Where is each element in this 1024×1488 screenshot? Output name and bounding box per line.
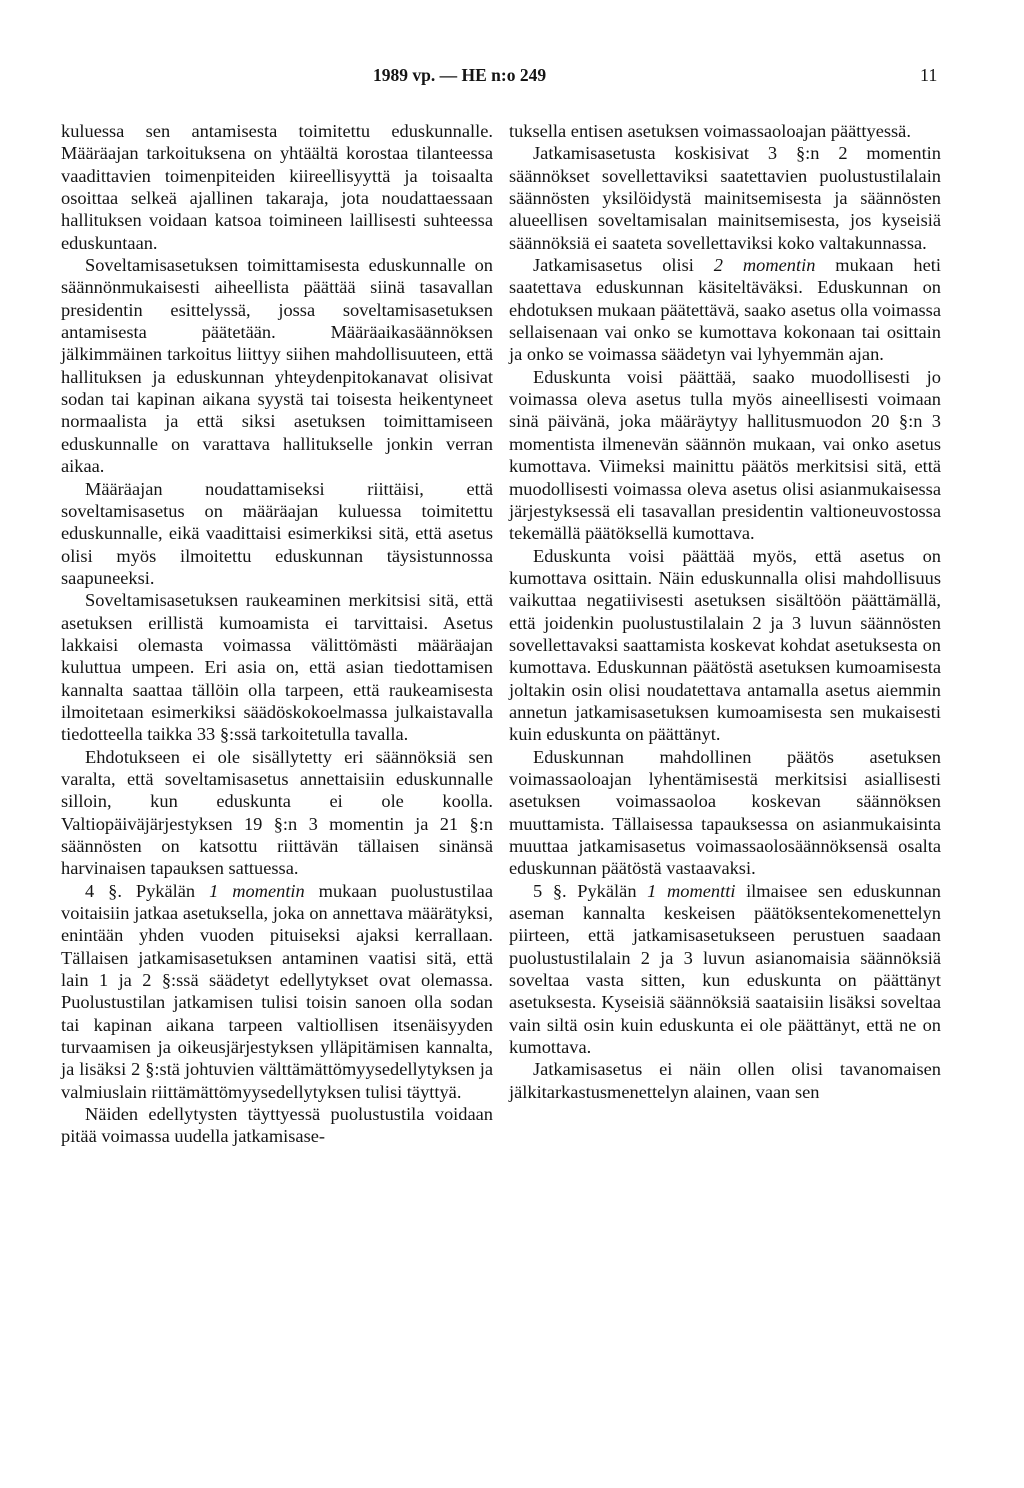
paragraph: Eduskunta voisi päättää, saako muodollisesti jo voimassa oleva asetus tulla myös aineellisesti voimaan sinä päivänä, joka määräytyy hallitusmuodon 20 §:n 3 momentista ilmenevän säännön mukaan, vai onko asetus kumottava. Viimeksi mainittu päätös merkitsisi sitä, että muodollisesti voimassa oleva asetus olisi asianmukaisessa järjestyksessä eli tasavallan presidentin valtioneuvostossa tekemällä päätöksellä kumottava. (509, 366, 941, 544)
paragraph: Eduskunta voisi päättää myös, että asetus on kumottava osittain. Näin eduskunnalla olisi mahdollisuus vaikuttaa negatiivisesti asetuksen sisältöön päättämällä, että joidenkin puolustustilalain 2 ja 3 luvun säännösten sovellettavaksi saattamista koskevat kohdat asetuksesta on kumottava. Eduskunnan päätöstä asetuksen kumoamisesta joltakin osin olisi noudatettava antamalla asetus aiemmin annetun jatkamisasetuksen kumoamisesta sen mukaisesti kuin eduskunta on päättänyt. (509, 545, 941, 745)
paragraph: Määräajan noudattamiseksi riittäisi, että soveltamisasetus on määräajan kuluessa toimitettu eduskunnalle, eikä vaadittaisi esimerkiksi sitä, että asetus olisi myös ilmoitettu eduskunnan täysistunnossa saapuneeksi. (61, 478, 493, 588)
paragraph-section-5 (509, 880, 941, 1059)
paragraph: tuksella entisen asetuksen voimassaoloajan päättyessä. (509, 121, 911, 141)
header-title: 1989 vp. — HE n:o 249 (373, 65, 547, 85)
page-number: 11 (920, 65, 938, 85)
paragraph: kuluessa sen antamisesta toimitettu eduskunnalle. Määräajan tarkoituksena on yhtäältä korostaa tilanteessa vaadittavien toimenpiteiden kiireellisyyttä ja toisaalta osoittaa selkeä ajallinen takaraja, jota noudattaessaan hallituksen voidaan katsoa toimineen laillisesti suhteessa eduskuntaan. (61, 121, 493, 253)
text-run: Jatkamisasetus olisi (533, 255, 714, 276)
right-column (509, 120, 941, 1103)
paragraph: Näiden edellytysten täyttyessä puolustustila voidaan pitää voimassa uudella jatkamisase- (61, 1104, 493, 1147)
text-run: 4 §. Pykälän (85, 880, 210, 901)
paragraph-section-4 (61, 880, 493, 1103)
paragraph (509, 254, 941, 366)
text-run: ilmaisee sen eduskunnan aseman kannalta keskeisen päätöksentekomenettelyn piirteen, että jatkamisasetukseen perustuen saadaan puolustustilalain 2 ja 3 luvun asianomaisia säännöksiä soveltaa vasta sitten, kun eduskunta on päättänyt asetuksesta. Kyseisiä säännöksiä saataisiin lisäksi soveltaa vain siltä osin kuin eduskunta ei ole päättänyt, että ne on kumottava. (509, 880, 941, 1058)
emphasis: 1 momentti (647, 880, 736, 901)
left-column (61, 120, 493, 1148)
text-run: mukaan heti saatettava eduskunnan käsiteltäväksi. Eduskunnan on ehdotuksen mukaan päätettävä, saako asetus olla voimassa sellaisenaan vai onko se kumottava kokonaan tai osittain ja onko se voimassa säädetyn vai lyhyemmän ajan. (509, 255, 941, 365)
paragraph: Jatkamisasetus ei näin ollen olisi tavanomaisen jälkitarkastusmenettelyn alainen, vaan sen (509, 1059, 941, 1102)
text-run: 5 §. Pykälän (533, 880, 648, 901)
paragraph: Eduskunnan mahdollinen päätös asetuksen voimassaoloajan lyhentämisestä merkitsisi asiallisesti asetuksen voimassaoloa koskevan säännöksen muuttamista. Tällaisessa tapauksessa on asianmukaisinta muuttaa jatkamisasetus voimassaolosäännöksensä osalta eduskunnan päätöstä vastaavaksi. (509, 746, 941, 879)
paragraph: Ehdotukseen ei ole sisällytetty eri säännöksiä sen varalta, että soveltamisasetus annettaisiin eduskunnalle silloin, kun eduskunta ei ole koolla. Valtiopäiväjärjestyksen 19 §:n 3 momentin ja 21 §:n säännösten on katsottu riittävän tällaisen sinänsä harvinaisen tapauksen sattuessa. (61, 746, 493, 879)
emphasis: 1 momentin (209, 880, 305, 901)
text-run: mukaan puolustustilaa voitaisiin jatkaa asetuksella, joka on annettava määrätyksi, enintään yhden vuoden pituiseksi ajaksi kerrallaan. Tällaisen jatkamisasetuksen antaminen vaatisi sitä, että lain 1 ja 2 §:ssä säädetyt edellytykset ovat olemassa. Puolustustilan jatkamisen tulisi toisin sanoen olla sodan tai kapinan aikana tarpeen valtiollisen itsenäisyyden turvaamisen ja oikeusjärjestyksen ylläpitämisen kannalta, ja lisäksi 2 §:stä johtuvien välttämättömyysedellytyksen ja valmiuslain riittämättömyysedellytyksen tulisi täyttyä. (61, 880, 493, 1102)
paragraph: Jatkamisasetusta koskisivat 3 §:n 2 momentin säännökset sovellettaviksi saatettavien puolustustilalain säännösten yksilöidystä mainitsemisesta ja säännösten alueellisen soveltamisalan mainitsemisesta, jos kyseisiä säännöksiä ei saateta sovellettaviksi koko valtakunnassa. (509, 143, 941, 253)
page-header (0, 65, 1024, 89)
emphasis: 2 momentin (713, 255, 816, 276)
paragraph: Soveltamisasetuksen raukeaminen merkitsisi sitä, että asetuksen erillistä kumoamista ei tarvittaisi. Asetus lakkaisi olemasta voimassa välittömästi määräajan kuluttua umpeen. Eri asia on, että asian tiedottamisen kannalta saattaa tällöin olla tarpeen, että raukeamisesta ilmoitetaan esimerkiksi säädöskokoelmassa julkaistavalla tiedotteella taikka 33 §:ssä tarkoitetulla tavalla. (61, 590, 493, 745)
paragraph: Soveltamisasetuksen toimittamisesta eduskunnalle on säännönmukaisesti aiheellista päättää siinä tasavallan presidentin esittelyssä, jossa soveltamisasetuksen antamisesta päätetään. Määräaikasäännöksen jälkimmäinen tarkoitus liittyy siihen mahdollisuuteen, että hallituksen ja eduskunnan yhteydenpitokanavat olisivat sodan tai kapinan aikana syystä tai toisesta heikentyneet normaalista ja että siksi asetuksen toimittamiseen eduskunnalle on varattava hallitukselle jonkin verran aikaa. (61, 255, 493, 477)
